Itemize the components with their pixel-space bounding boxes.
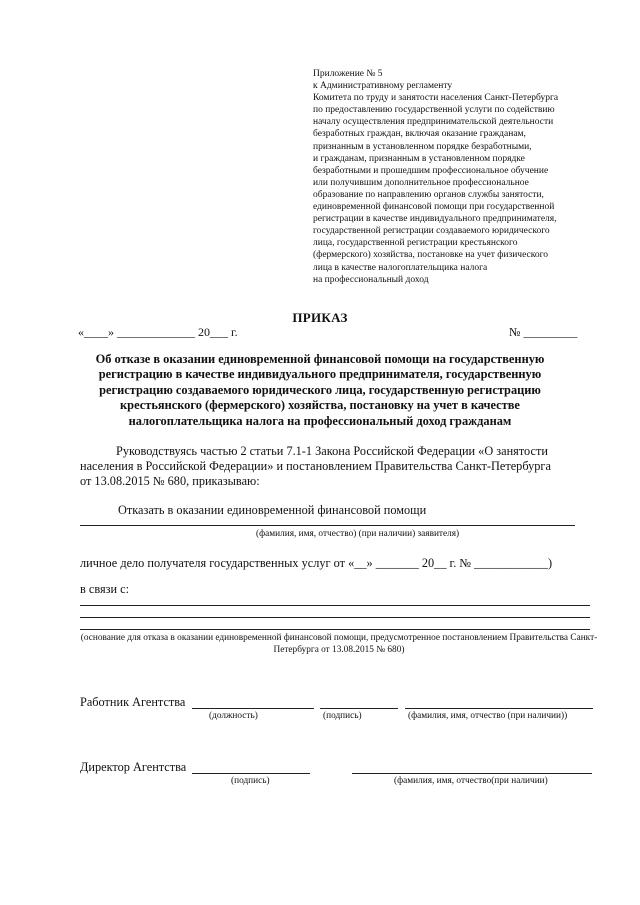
appendix-line: лица, государственной регистрации крестьянского xyxy=(313,238,518,249)
director-name-line xyxy=(352,773,592,774)
order-body xyxy=(80,444,551,490)
appendix-line: Приложение № 5 xyxy=(313,69,383,79)
appendix-line: регистрации в качестве индивидуального предпринимателя, xyxy=(313,214,557,225)
appendix-line: к Административному регламенту xyxy=(313,81,453,92)
worker-signature-hint: (подпись) xyxy=(323,711,362,721)
refuse-text: Отказать в оказании единовременной финансовой помощи xyxy=(118,503,427,517)
director-signature-line xyxy=(192,773,310,774)
appendix-line: безработными и прошедшим профессиональное обучение xyxy=(313,165,549,176)
subject-line: крестьянского (фермерского) хозяйства, постановку на учет в качестве xyxy=(120,398,520,413)
worker-name-hint: (фамилия, имя, отчество (при наличии)) xyxy=(408,711,568,721)
appendix-line: Комитета по труду и занятости населения Санкт-Петербурга xyxy=(313,93,559,104)
appendix-line: лица в качестве налогоплательщика налога xyxy=(313,262,488,273)
applicant-field-line xyxy=(80,525,575,526)
dossier-line: личное дело получателя государственных услуг от «__» _______ 20__ г. № ____________) xyxy=(80,556,553,570)
appendix-line: и гражданам, признанным в установленном порядке xyxy=(313,153,525,164)
reason-field-line xyxy=(80,605,590,606)
worker-position-hint: (должность) xyxy=(209,711,258,721)
worker-name-line xyxy=(405,708,593,709)
applicant-hint: (фамилия, имя, отчество) (при наличии) заявителя) xyxy=(256,529,460,539)
worker-signature-line xyxy=(320,708,398,709)
worker-position-line xyxy=(192,708,314,709)
appendix-line: государственной регистрации создаваемого юридического xyxy=(313,226,550,237)
body-line: от 13.08.2015 № 680, приказываю: xyxy=(80,474,260,489)
director-label: Директор Агентства xyxy=(80,760,187,774)
body-line: Руководствуясь частью 2 статьи 7.1-1 Закона Российской Федерации «О занятости xyxy=(116,444,548,458)
appendix-line: (фермерского) хозяйства, постановке на учет физического xyxy=(313,250,549,261)
order-title: ПРИКАЗ xyxy=(292,310,348,325)
reason-field-line xyxy=(80,629,590,630)
subject-line: регистрацию создаваемого юридического лица, государственную регистрацию xyxy=(99,382,541,397)
appendix-line: на профессиональный доход xyxy=(313,274,429,285)
body-line: населения в Российской Федерации» и постановлением Правительства Санкт-Петербурга xyxy=(80,459,551,474)
order-date-line: «____» _____________ 20___ г. xyxy=(78,325,238,339)
appendix-line: единовременной финансовой помощи при государственной xyxy=(313,202,555,213)
appendix-line: безработных граждан, включая оказание гражданам, xyxy=(313,129,526,140)
subject-line: налогоплательщика налога на профессиональный доход гражданам xyxy=(128,413,512,428)
subject-line: Об отказе в оказании единовременной финансовой помощи на государственную xyxy=(95,352,545,366)
order-number-line: № _________ xyxy=(509,325,578,339)
director-name-hint: (фамилия, имя, отчество(при наличии) xyxy=(394,776,548,786)
appendix-line: по предоставлению государственной услуги по содействию xyxy=(313,105,555,116)
appendix-line: образование по направлению органов службы занятости, xyxy=(313,189,544,200)
appendix-line: или получившим дополнительное профессиональное xyxy=(313,177,529,188)
appendix-line: началу осуществления предпринимательской деятельности xyxy=(313,117,554,128)
reason-field-line xyxy=(80,617,590,618)
order-subject xyxy=(60,352,580,429)
director-signature-hint: (подпись) xyxy=(231,776,270,786)
reason-hint: (основание для отказа в оказании единовременной финансовой помощи, предусмотренное постановлением Правительства Санкт-Петербурга от 13.08.2015 № 680) xyxy=(80,633,598,655)
reason-label: в связи с: xyxy=(80,582,130,596)
subject-line: регистрацию в качестве индивидуального предпринимателя, государственную xyxy=(98,367,542,382)
appendix-block xyxy=(313,68,558,286)
worker-label: Работник Агентства xyxy=(80,695,186,709)
appendix-line: признанным в установленном порядке безработными, xyxy=(313,141,532,152)
